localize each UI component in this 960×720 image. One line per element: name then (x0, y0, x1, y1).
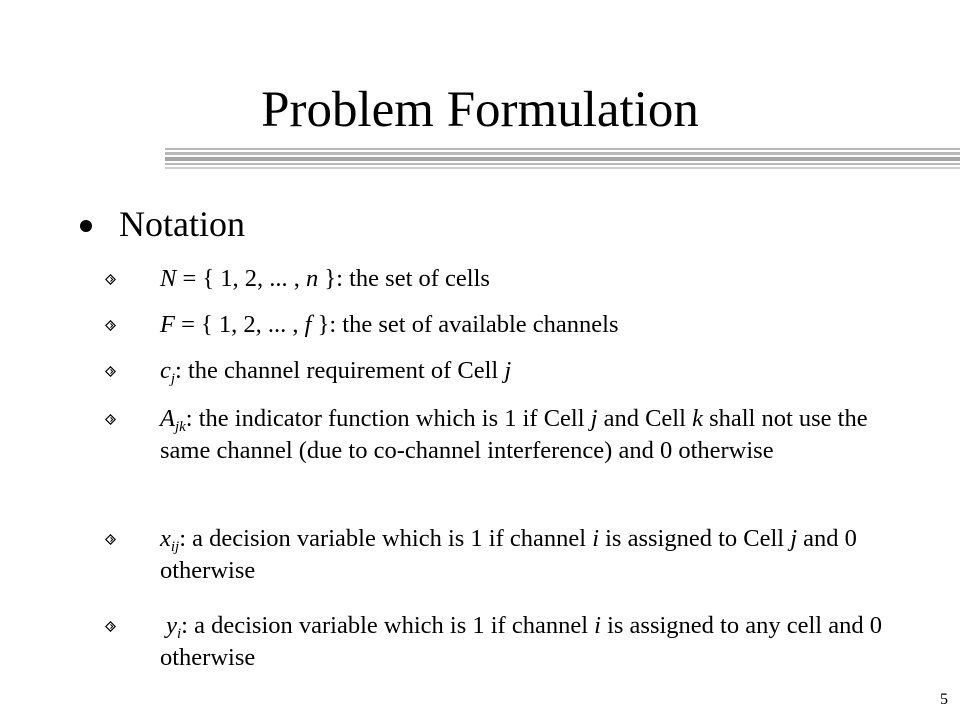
slide-title: Problem Formulation (261, 82, 699, 138)
page-number: 5 (940, 691, 948, 708)
symbol: n (306, 265, 319, 292)
symbol: x (160, 525, 171, 552)
notation-item-y (160, 610, 900, 674)
item-text: is assigned to Cell (599, 525, 791, 552)
bullet-dot-icon (80, 220, 92, 232)
symbol: j (504, 357, 512, 384)
item-text: }: the set of cells (318, 265, 490, 292)
notation-item-f (160, 309, 900, 341)
notation-item-x (160, 523, 900, 587)
diamond-bullet-icon (105, 621, 116, 632)
item-text: = { 1, 2, ... , (176, 265, 307, 292)
symbol: i (594, 612, 601, 639)
subscript: jk (174, 419, 186, 435)
item-text: and 0 otherwise (160, 525, 857, 584)
symbol: f (304, 311, 312, 338)
item-text: }: the set of available channels (311, 311, 619, 338)
item-text: shall not use the same channel (due to co-channel interference) and 0 otherwise (160, 405, 868, 464)
diamond-bullet-icon (105, 366, 116, 377)
symbol: i (592, 525, 599, 552)
symbol: y (166, 612, 177, 639)
notation-item-c (160, 355, 900, 387)
subscript: i (177, 626, 182, 642)
item-text: : the channel requirement of Cell (175, 357, 505, 384)
item-text: is assigned to any cell and 0 otherwise (160, 612, 882, 671)
diamond-bullet-icon (105, 320, 116, 331)
item-text: : a decision variable which is 1 if channel (179, 525, 593, 552)
diamond-bullet-icon (105, 274, 116, 285)
item-text: and Cell (597, 405, 693, 432)
notation-item-n (160, 263, 900, 295)
symbol: c (160, 357, 171, 384)
item-text: = { 1, 2, ... , (174, 311, 305, 338)
symbol: j (790, 525, 798, 552)
notation-item-a (160, 403, 900, 467)
diamond-bullet-icon (105, 414, 116, 425)
symbol: A (160, 405, 175, 432)
symbol: k (692, 405, 703, 432)
symbol: N (160, 265, 177, 292)
item-text: : the indicator function which is 1 if Cell (185, 405, 591, 432)
item-text: : a decision variable which is 1 if channel (181, 612, 595, 639)
title-divider (165, 148, 960, 172)
subscript: j (170, 371, 176, 387)
subscript: ij (170, 539, 180, 555)
diamond-bullet-icon (105, 534, 116, 545)
symbol: F (160, 311, 175, 338)
symbol: j (590, 405, 598, 432)
section-heading: Notation (119, 204, 245, 244)
